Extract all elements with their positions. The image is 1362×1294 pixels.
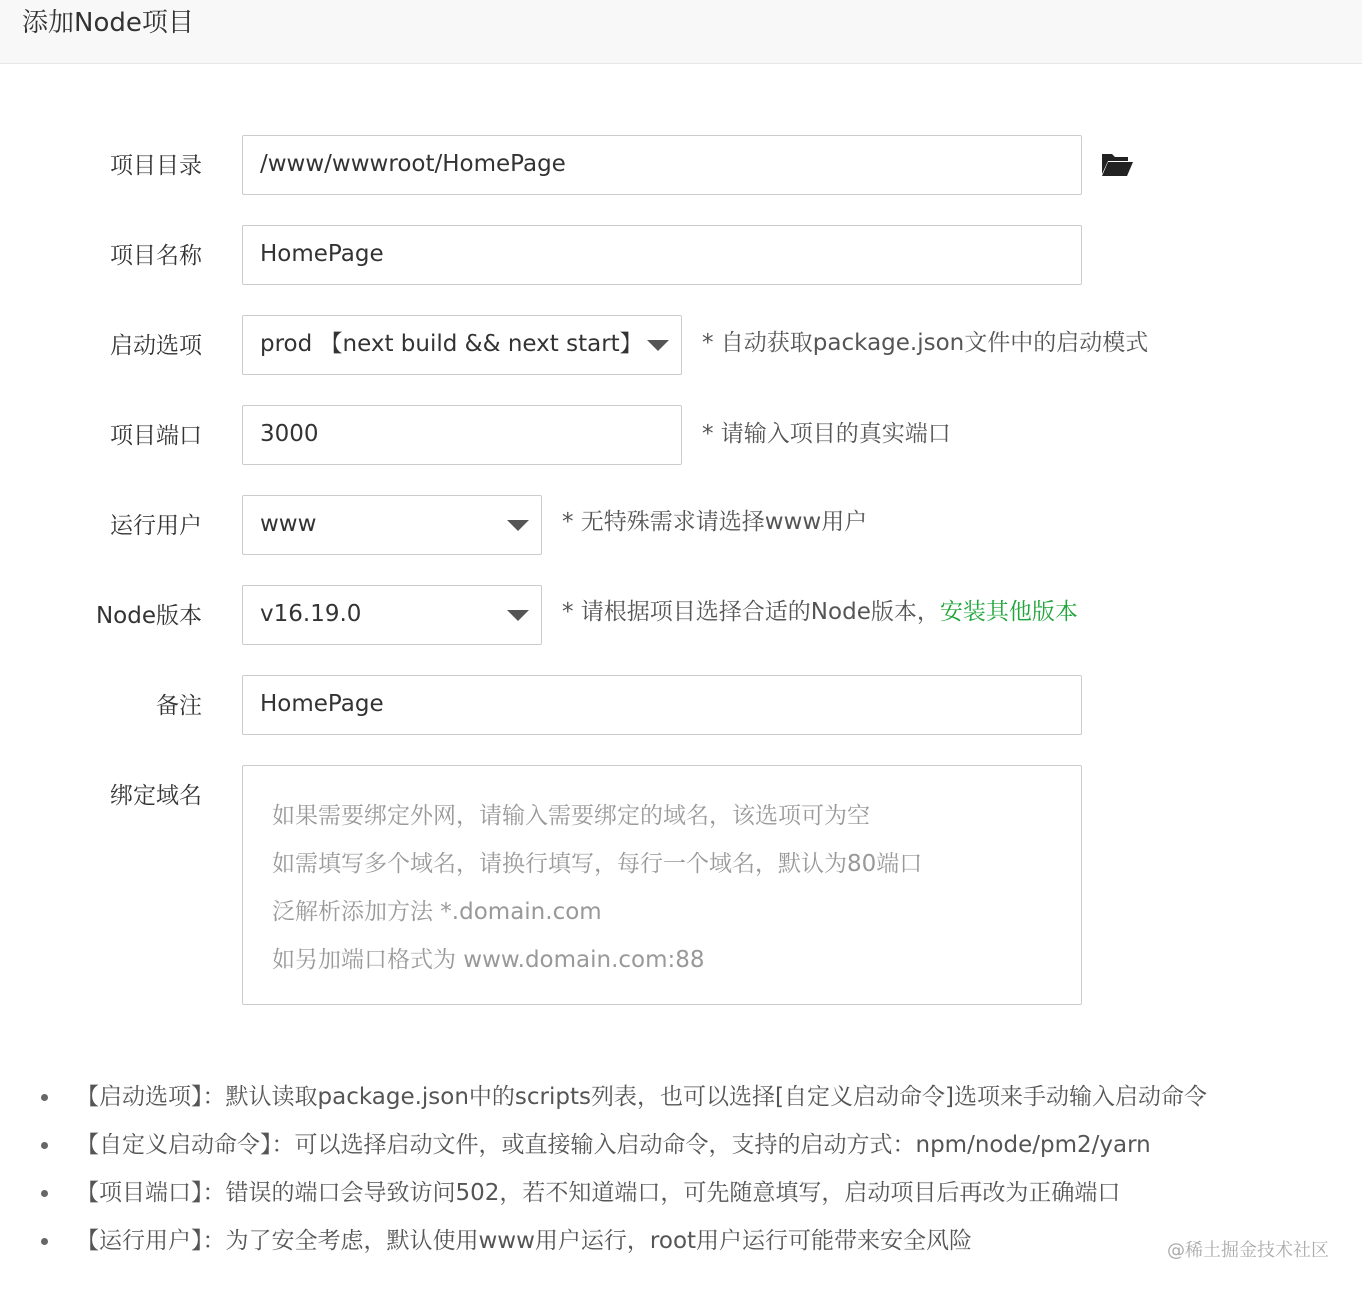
note-text: 【项目端口】：错误的端口会导致访问502，若不知道端口，可先随意填写，启动项目后再改为正确端口 [76, 1180, 1121, 1206]
bullet-icon [41, 1094, 48, 1101]
install-other-version-link[interactable]: 安装其他版本 [939, 599, 1078, 625]
list-item [0, 1123, 1362, 1171]
start-option-label: 启动选项 [110, 333, 202, 359]
start-option-value: prod 【next build && next start】 [260, 331, 643, 357]
list-item [0, 1075, 1362, 1123]
start-option-select[interactable] [242, 315, 682, 375]
node-version-label: Node版本 [95, 603, 202, 629]
node-version-value: v16.19.0 [260, 601, 362, 627]
project-name-label: 项目名称 [110, 243, 202, 269]
chevron-down-icon [507, 610, 529, 621]
run-user-select[interactable] [242, 495, 542, 555]
project-dir-input[interactable]: /www/wwwroot/HomePage [242, 135, 1082, 195]
list-item [0, 1171, 1362, 1219]
project-name-input[interactable]: HomePage [242, 225, 1082, 285]
bullet-icon [41, 1238, 48, 1245]
node-version-hint-text: * 请根据项目选择合适的Node版本， [562, 599, 940, 625]
bullet-icon [41, 1190, 48, 1197]
run-user-hint: * 无特殊需求请选择www用户 [562, 509, 868, 535]
note-text: 【启动选项】：默认读取package.json中的scripts列表，也可以选择[自定义启动命令]选项来手动输入启动命令 [76, 1084, 1207, 1110]
chevron-down-icon [507, 520, 529, 531]
project-dir-label: 项目目录 [110, 153, 202, 179]
project-port-label: 项目端口 [110, 423, 202, 449]
start-option-hint: * 自动获取package.json文件中的启动模式 [702, 330, 1149, 356]
bind-domain-label: 绑定域名 [110, 783, 202, 809]
help-notes-list [0, 1075, 1362, 1267]
placeholder-line: 泛解析添加方法 *.domain.com [272, 899, 602, 925]
bullet-icon [41, 1142, 48, 1149]
chevron-down-icon [647, 340, 669, 351]
placeholder-line: 如需填写多个域名，请换行填写，每行一个域名，默认为80端口 [272, 851, 923, 877]
project-port-input[interactable]: 3000 [242, 405, 682, 465]
run-user-value: www [260, 511, 317, 537]
project-port-hint: * 请输入项目的真实端口 [702, 421, 951, 447]
placeholder-line: 如果需要绑定外网，请输入需要绑定的域名，该选项可为空 [272, 803, 870, 829]
remark-label: 备注 [156, 693, 202, 719]
bind-domain-textarea[interactable] [242, 765, 1082, 1005]
node-version-select[interactable] [242, 585, 542, 645]
note-text: 【运行用户】：为了安全考虑，默认使用www用户运行，root用户运行可能带来安全风险 [76, 1228, 973, 1254]
dialog-header [0, 0, 1362, 64]
node-version-hint [562, 597, 1078, 627]
placeholder-line: 如另加端口格式为 www.domain.com:88 [272, 947, 705, 973]
run-user-label: 运行用户 [110, 513, 202, 539]
list-item [0, 1219, 1362, 1267]
note-text: 【自定义启动命令】：可以选择启动文件，或直接输入启动命令，支持的启动方式：npm/node/pm2/yarn [76, 1132, 1151, 1158]
dialog-title: 添加Node项目 [22, 8, 194, 38]
folder-open-icon[interactable] [1100, 150, 1134, 178]
watermark: @稀土掘金技术社区 [1167, 1240, 1329, 1261]
remark-input[interactable]: HomePage [242, 675, 1082, 735]
